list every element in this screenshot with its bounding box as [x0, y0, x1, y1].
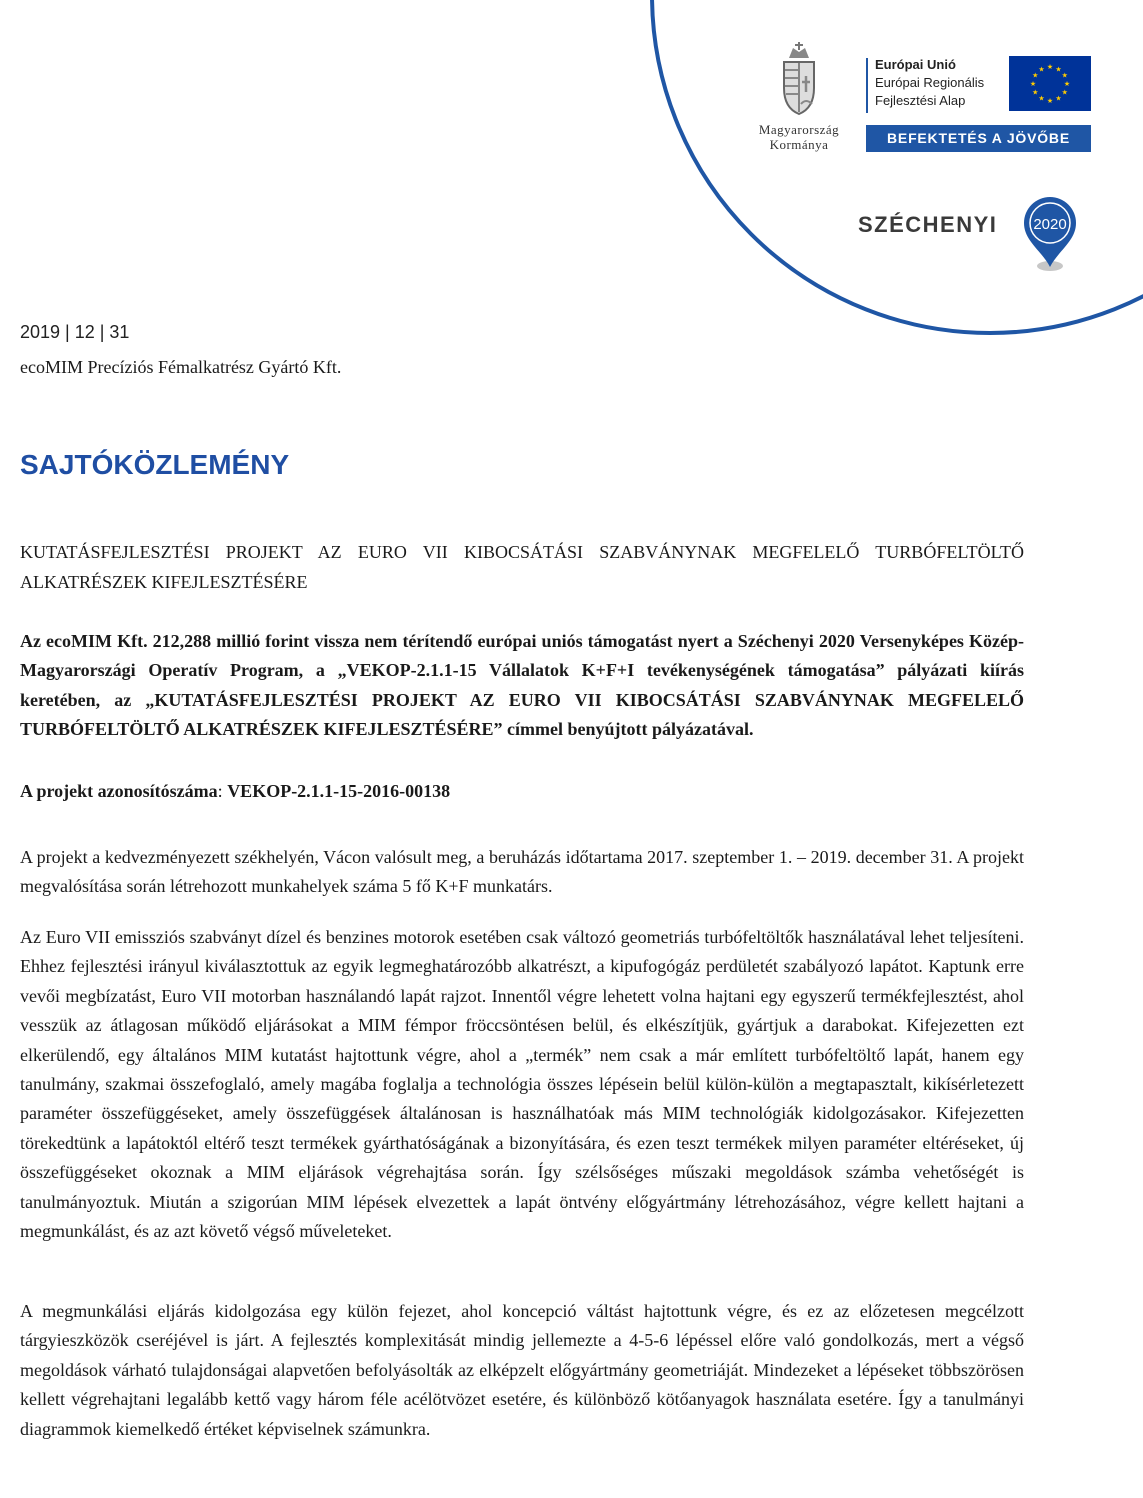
eu-star-icon: ★: [1029, 80, 1037, 88]
page-title: SAJTÓKÖZLEMÉNY: [20, 449, 290, 480]
eu-divider: [866, 58, 868, 113]
eu-star-icon: ★: [1032, 71, 1039, 80]
eu-star-icon: ★: [1038, 94, 1045, 103]
eu-star-icon: ★: [1032, 88, 1039, 97]
eu-star-icon: ★: [1061, 71, 1068, 80]
project-id-label: A projekt azonosítószáma: [20, 781, 218, 801]
body-paragraph-2: Az Euro VII emissziós szabványt dízel és benzines motorok esetében csak változó geometriás turbófeltöltők használatával lehet teljesíteni. Ehhez fejlesztési irányul kiválasztottuk az egyik legmeghatározóbb alkatrészt, a kipufogógáz perdületét szabályozó lapátot. Kaptunk erre vevői megbízatást, Euro VII motorban használandó lapát rajzot. Innentől végre lehetett volna hajtani egy egyszerű termékfejlesztést, ahol vesszük az átlagosan működő eljárásokat a MIM fémpor fröccsöntésen belül, és elkészítjük, gyártjuk a darabokat. Kifejezetten ezt elkerülendő, egy általános MIM kutatást hajtottunk végre, ahol a „termék” nem csak a már említett turbófeltöltő lapát, hanem egy tanulmány, szakmai összefoglaló, amely magába foglalja a technológia összes lépésein belül külön-külön a megtapasztalt, kikísérletezett paraméter összefüggéseket, amely összefüggések általánosan is használhatóak más MIM technológiák kidolgozásakor. Kifejezetten törekedtünk a lapátoktól eltérő teszt termékek gyárthatóságának a bizonyítására, és ezen teszt termékek milyen paraméter eltéréseket, új összefüggéseket okoznak a MIM eljárások végrehajtása során. Így szélsőséges műszaki megoldások számba vehetőségét is tanulmányoztuk. Miután a szigorúan MIM lépések elvezettek a lapát öntvény előgyártmány létrehozásához, végre kellett hajtani a megmunkálást, és az azt követő végső műveleteket.: [20, 927, 1024, 1242]
header-arc: [650, 0, 1143, 335]
eu-star-icon: ★: [1038, 65, 1045, 74]
project-id-line: [20, 777, 450, 806]
project-subtitle: KUTATÁSFEJLESZTÉSI PROJEKT AZ EURO VII KIBOCSÁTÁSI SZABVÁNYNAK MEGFELELŐ TURBÓFELTÖLTŐ ALKATRÉSZEK KIFEJLESZTÉSÉRE: [20, 542, 1024, 592]
eu-line-2: Európai Regionális: [875, 75, 985, 90]
body-paragraph-3: A megmunkálási eljárás kidolgozása egy külön fejezet, ahol koncepció váltást hajtottunk végre, és ez az előzetesen megcélzott tárgyieszközök cseréjével is járt. A fejlesztés komplexitását mindig jellemezte a 4-5-6 lépéssel előre való gondolkozás, mert a végső megoldások várható tulajdonságai alapvetően befolyásolták az elképzelt előgyártmány geometriáját. Mindezeket a lépéseket többszörösen kellett végrehajtani legalább kettő vagy három féle acélötvözet esetére, és különböző kötőanyagok használata esetére. Így a tanulmányi diagrammok kiemelkedő értéket képviselnek számunkra.: [20, 1301, 1024, 1439]
eu-star-icon: ★: [1063, 80, 1071, 88]
eu-star-icon: ★: [1046, 97, 1054, 105]
project-id-value: VEKOP-2.1.1-15-2016-00138: [227, 781, 451, 801]
eu-star-icon: ★: [1046, 63, 1054, 71]
eu-star-icon: ★: [1055, 65, 1062, 74]
investment-banner: BEFEKTETÉS A JÖVŐBE: [866, 125, 1091, 152]
szechenyi-logo-text: SZÉCHENYI: [858, 212, 998, 237]
government-name: [732, 122, 866, 152]
government-line-2: Kormánya: [769, 137, 829, 152]
eu-line-1: Európai Unió: [875, 57, 956, 72]
release-date: 2019 | 12 | 31: [20, 322, 130, 342]
eu-line-3: Fejlesztési Alap: [875, 93, 966, 108]
eu-flag-icon: [1009, 56, 1091, 111]
eu-star-icon: ★: [1061, 88, 1068, 97]
szechenyi-pin-icon: [1020, 195, 1080, 275]
eu-fund-label: [875, 56, 984, 110]
szechenyi-year: 2020: [1033, 216, 1067, 233]
lead-paragraph: Az ecoMIM Kft. 212,288 millió forint vissza nem térítendő európai uniós támogatást nyert a Széchenyi 2020 Versenyképes Közép-Magyarországi Operatív Program, a „VEKOP-2.1.1-15 Vállalatok K+F+I tevékenységének támogatása” pályázati kiírás keretében, az „KUTATÁSFEJLESZTÉSI PROJEKT AZ EURO VII KIBOCSÁTÁSI SZABVÁNYNAK MEGFELELŐ TURBÓFELTÖLTŐ ALKATRÉSZEK KIFEJLESZTÉSÉRE” címmel benyújtott pályázatával.: [20, 631, 1024, 740]
project-id-separator: :: [217, 781, 228, 801]
body-paragraph-1: A projekt a kedvezményezett székhelyén, Vácon valósult meg, a beruházás időtartama 2017. szeptember 1. – 2019. december 31. A projekt megvalósítása során létrehozott munkahelyek száma 5 fő K+F munkatárs.: [20, 847, 1024, 897]
government-line-1: Magyarország: [758, 122, 840, 137]
eu-star-icon: ★: [1055, 94, 1062, 103]
company-name: ecoMIM Precíziós Fémalkatrész Gyártó Kft.: [20, 357, 342, 377]
hungarian-coat-of-arms-icon: [776, 42, 822, 116]
